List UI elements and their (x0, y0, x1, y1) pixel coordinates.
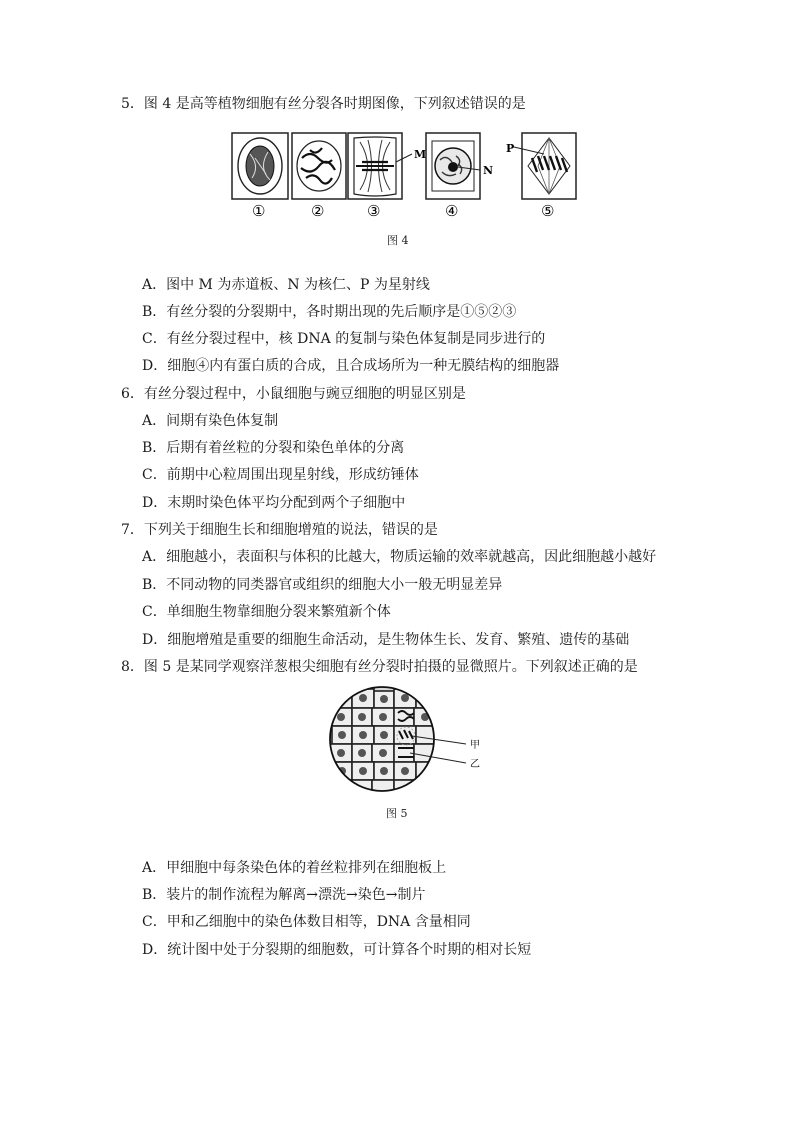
figure-5-caption: 图 5 (386, 807, 408, 820)
figure-4-panel-number-3: ③ (367, 202, 381, 220)
question-7-option-a: A．细胞越小，表面积与体积的比越大，物质运输的效率就越高，因此细胞越小越好 (142, 549, 657, 565)
question-5-option-b: B．有丝分裂的分裂期中，各时期出现的先后顺序是①⑤②③ (142, 304, 517, 320)
question-6-option-c: C．前期中心粒周围出现星射线，形成纺锤体 (142, 467, 419, 483)
question-6-option-b: B．后期有着丝粒的分裂和染色单体的分离 (142, 440, 405, 456)
question-7-stem: 7．下列关于细胞生长和细胞增殖的说法，错误的是 (121, 522, 438, 538)
question-8-option-b: B．装片的制作流程为解离→漂洗→染色→制片 (142, 887, 426, 903)
figure-4-panel-number-1: ① (252, 202, 266, 220)
question-6-option-d: D．末期时染色体平均分配到两个子细胞中 (142, 495, 406, 511)
figure-4-panel-4 (426, 133, 493, 199)
question-8-option-a: A．甲细胞中每条染色体的着丝粒排列在细胞板上 (142, 860, 447, 876)
question-6-stem: 6．有丝分裂过程中，小鼠细胞与豌豆细胞的明显区别是 (121, 386, 466, 402)
question-8-option-d: D．统计图中处于分裂期的细胞数，可计算各个时期的相对长短 (142, 942, 532, 958)
figure-4-label-m: M (414, 148, 427, 161)
figure-4-panel-number-5: ⑤ (541, 202, 555, 220)
question-6-option-a: A．间期有染色体复制 (142, 413, 279, 429)
question-7-option-b: B．不同动物的同类器官或组织的细胞大小一般无明显差异 (142, 577, 503, 593)
question-5-option-a: A．图中 M 为赤道板、N 为核仁、P 为星射线 (142, 277, 430, 293)
figure-4-panel-5 (506, 133, 576, 199)
figure-4-panel-number-2: ② (311, 202, 325, 220)
figure-4-label-n: N (483, 164, 494, 177)
figure-5-micrograph (326, 685, 496, 795)
question-8-stem: 8．图 5 是某同学观察洋葱根尖细胞有丝分裂时拍摄的显微照片。下列叙述正确的是 (121, 659, 638, 675)
figure-4-panel-2 (292, 133, 346, 199)
question-5-stem: 5．图 4 是高等植物细胞有丝分裂各时期图像，下列叙述错误的是 (121, 96, 526, 112)
figure-4-panel-1 (232, 133, 288, 199)
figure-4-caption: 图 4 (387, 234, 409, 247)
figure-4-panel-3 (348, 133, 426, 199)
figure-5-cells (326, 685, 438, 795)
figure-4-label-p: P (506, 142, 515, 155)
figure-5-label-yi: 乙 (470, 759, 480, 770)
figure-4-mitosis-stages (228, 128, 588, 223)
question-7-option-c: C．单细胞生物靠细胞分裂来繁殖新个体 (142, 604, 391, 620)
question-5-option-c: C．有丝分裂过程中，核 DNA 的复制与染色体复制是同步进行的 (142, 331, 546, 347)
question-7-option-d: D．细胞增殖是重要的细胞生命活动，是生物体生长、发育、繁殖、遗传的基础 (142, 632, 630, 648)
figure-4-panel-number-4: ④ (445, 202, 459, 220)
question-5-option-d: D．细胞④内有蛋白质的合成，且合成场所为一种无膜结构的细胞器 (142, 358, 560, 374)
question-8-option-c: C．甲和乙细胞中的染色体数目相等，DNA 含量相同 (142, 914, 471, 930)
figure-5-label-jia: 甲 (470, 740, 480, 751)
